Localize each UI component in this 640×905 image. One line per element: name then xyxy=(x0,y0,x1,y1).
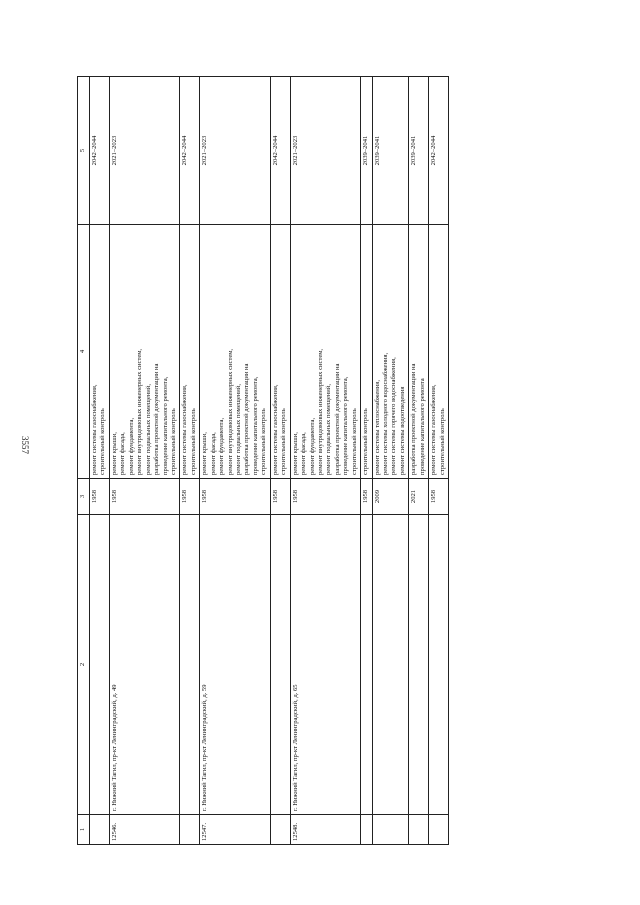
page-number: 3557 xyxy=(20,436,30,454)
address-cell xyxy=(90,515,110,815)
table-row xyxy=(270,77,290,845)
works-cell xyxy=(409,225,429,479)
address-cell: г. Нижний Тагил, пр-кт Ленинградский, д. 59 xyxy=(200,515,271,815)
page-number-wrap xyxy=(20,436,44,460)
row-number-cell xyxy=(409,815,429,845)
table-row xyxy=(90,77,110,845)
work-item: ремонт крыши, xyxy=(110,432,118,475)
work-item: ремонт фасада, xyxy=(119,432,127,475)
work-item: ремонт фундамента, xyxy=(127,417,135,475)
work-item: ремонт системы газоснабжения, xyxy=(430,384,438,475)
header-row xyxy=(78,77,90,845)
year-cell: 1958 xyxy=(429,479,449,515)
works-cell xyxy=(180,225,200,479)
work-item: ремонт подвальных помещений, xyxy=(235,384,242,475)
works-cell xyxy=(429,225,449,479)
year-cell: 1958 xyxy=(109,479,180,515)
address-cell: г. Нижний Тагил, пр-кт Ленинградский, д. 65 xyxy=(290,515,361,815)
period-cell: 2021–2023 xyxy=(290,77,361,225)
work-item: проведение капитального ремонта, xyxy=(161,376,169,475)
header-cell: 1 xyxy=(78,815,90,845)
year-cell: 2009 xyxy=(372,479,409,515)
table-row xyxy=(372,77,409,845)
work-item: ремонт фасада, xyxy=(209,432,217,475)
work-item: строительный контроль xyxy=(362,408,370,475)
work-item: ремонт фундамента, xyxy=(308,417,316,475)
row-number-cell: 12548. xyxy=(290,815,361,845)
period-cell: 2039–2041 xyxy=(409,77,429,225)
work-item: ремонт системы горячего водоснабжения, xyxy=(390,357,398,475)
address-cell xyxy=(270,515,290,815)
work-item: разработка проектной документации на xyxy=(333,363,341,475)
work-item: строительный контроль xyxy=(260,408,268,475)
work-item: строительный контроль xyxy=(99,408,107,475)
year-cell: 1958 xyxy=(200,479,271,515)
works-cell xyxy=(361,225,372,479)
work-item: ремонт внутридомовых инженерных систем, xyxy=(136,348,144,475)
work-item: ремонт фасада, xyxy=(300,432,308,475)
work-item: ремонт системы газоснабжения, xyxy=(271,384,279,475)
work-item: ремонт крыши, xyxy=(201,432,209,475)
row-number-cell xyxy=(361,815,372,845)
rotated-content xyxy=(77,77,580,845)
address-cell xyxy=(361,515,372,815)
work-item: проведение капитального ремонта xyxy=(418,378,426,475)
table-row xyxy=(361,77,372,845)
header-cell: 2 xyxy=(78,515,90,815)
period-cell: 2042–2044 xyxy=(180,77,200,225)
works-cell xyxy=(109,225,180,479)
work-item: строительный контроль xyxy=(189,408,197,475)
table-row xyxy=(409,77,429,845)
work-item: разработка проектной документации на xyxy=(243,363,251,475)
work-item: ремонт системы газоснабжения, xyxy=(91,384,98,475)
works-cell xyxy=(90,225,110,479)
year-cell: 1958 xyxy=(90,479,110,515)
work-item: строительный контроль xyxy=(169,408,177,475)
rotated-page xyxy=(77,77,580,845)
works-cell xyxy=(372,225,409,479)
period-cell: 2039–2041 xyxy=(361,77,372,225)
row-number-cell: 12547. xyxy=(200,815,271,845)
works-cell xyxy=(200,225,271,479)
header-cell: 5 xyxy=(78,77,90,225)
work-item: строительный контроль xyxy=(438,408,446,475)
work-item: ремонт крыши, xyxy=(291,432,299,475)
period-cell: 2042–2044 xyxy=(429,77,449,225)
works-cell xyxy=(290,225,361,479)
work-item: ремонт внутридомовых инженерных систем, xyxy=(316,348,324,475)
row-number-cell xyxy=(429,815,449,845)
work-item: ремонт подвальных помещений, xyxy=(325,384,333,475)
works-cell xyxy=(270,225,290,479)
repair-schedule-table xyxy=(77,76,449,845)
year-cell: 1958 xyxy=(290,479,361,515)
table-row xyxy=(290,77,361,845)
period-cell: 2042–2044 xyxy=(270,77,290,225)
address-cell xyxy=(409,515,429,815)
work-item: ремонт системы теплоснабжения, xyxy=(373,380,381,475)
work-item: разработка проектной документации на xyxy=(410,363,418,475)
period-cell: 2042–2044 xyxy=(90,77,110,225)
work-item: ремонт фундамента, xyxy=(218,417,226,475)
period-cell: 2021–2023 xyxy=(200,77,271,225)
year-cell: 1958 xyxy=(180,479,200,515)
work-item: ремонт подвальных помещений, xyxy=(144,384,152,475)
work-item: строительный контроль xyxy=(350,408,358,475)
address-cell xyxy=(429,515,449,815)
work-item: ремонт внутридомовых инженерных систем, xyxy=(226,348,234,475)
period-cell: 2021–2023 xyxy=(109,77,180,225)
work-item: строительный контроль xyxy=(280,408,288,475)
header-cell: 3 xyxy=(78,479,90,515)
work-item: ремонт системы холодного водоснабжения, xyxy=(382,352,389,475)
table-row xyxy=(109,77,180,845)
table-row xyxy=(429,77,449,845)
year-cell: 1958 xyxy=(270,479,290,515)
work-item: ремонт системы газоснабжения, xyxy=(181,384,189,475)
address-cell xyxy=(180,515,200,815)
work-item: разработка проектной документации на xyxy=(153,363,161,475)
address-cell: г. Нижний Тагил, пр-кт Ленинградский, д. 49 xyxy=(109,515,180,815)
table-row xyxy=(200,77,271,845)
year-cell: 2021 xyxy=(409,479,429,515)
row-number-cell xyxy=(180,815,200,845)
row-number-cell xyxy=(90,815,110,845)
year-cell: 1958 xyxy=(361,479,372,515)
address-cell xyxy=(372,515,409,815)
row-number-cell xyxy=(270,815,290,845)
work-item: проведение капитального ремонта, xyxy=(342,376,350,475)
header-cell: 4 xyxy=(78,225,90,479)
period-cell: 2039–2041 xyxy=(372,77,409,225)
work-item: проведение капитального ремонта, xyxy=(251,376,259,475)
table-row xyxy=(180,77,200,845)
row-number-cell: 12546. xyxy=(109,815,180,845)
row-number-cell xyxy=(372,815,409,845)
work-item: ремонт системы водоотведения xyxy=(398,386,406,475)
